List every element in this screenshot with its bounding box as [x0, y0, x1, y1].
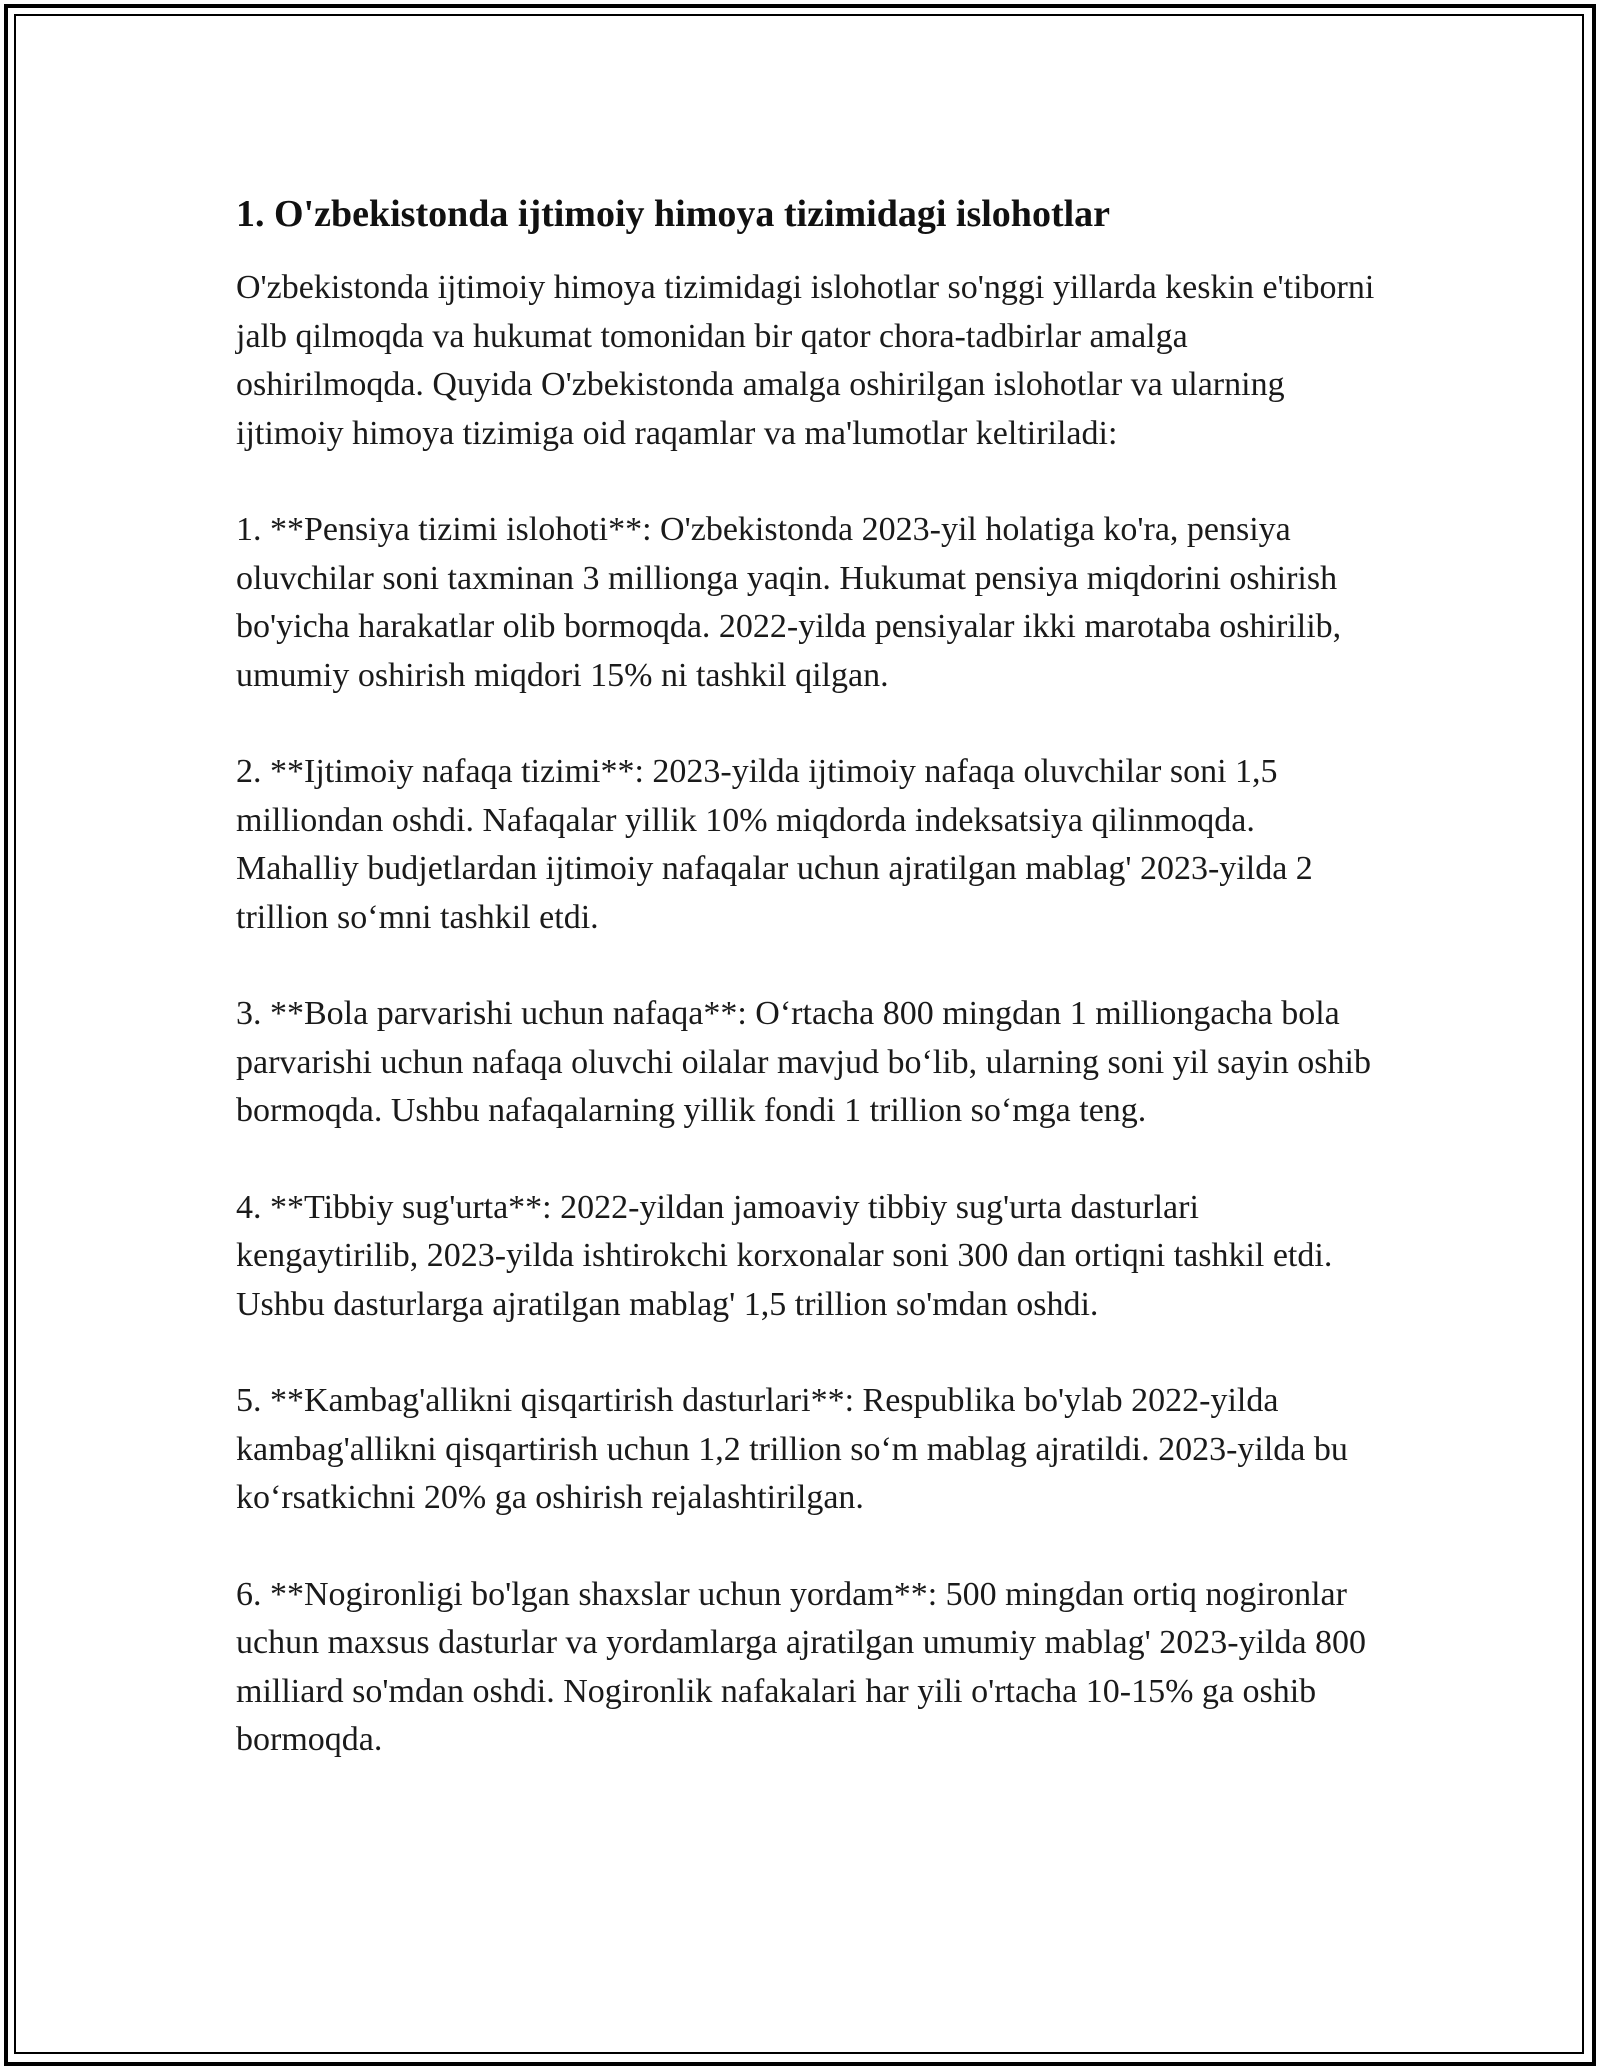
- list-item-disability-support: 6. **Nogironligi bo'lgan shaxslar uchun yordam**: 500 mingdan ortiq nogironlar uchun maxsus dasturlar va yordamlarga ajratilgan umumiy mablag' 2023-yilda 800 milliard so'mdan oshdi. Nogironlik nafakalari har yili o'rtacha 10-15% ga oshib bormoqda.: [236, 1575, 1367, 1758]
- list-item-poverty-reduction: 5. **Kambag'allikni qisqartirish dasturlari**: Respublika bo'ylab 2022-yilda kambag'allikni qisqartirish uchun 1,2 trillion so‘m mablag ajratildi. 2023-yilda bu ko‘rsatkichni 20% ga oshirish rejalashtirilgan.: [236, 1382, 1348, 1516]
- document-title: 1. O'zbekistonda ijtimoiy himoya tizimidagi islohotlar: [236, 193, 1111, 235]
- list-item-pension-reform: 1. **Pensiya tizimi islohoti**: O'zbekistonda 2023-yil holatiga ko'ra, pensiya oluvchilar soni taxminan 3 millionga yaqin. Hukumat pensiya miqdorini oshirish bo'yicha harakatlar olib bormoqda. 2022-yilda pensiyalar ikki marotaba oshirilib, umumiy oshirish miqdori 15% ni tashkil qilgan.: [236, 511, 1342, 694]
- document-body: [236, 188, 1376, 1813]
- list-item-medical-insurance: 4. **Tibbiy sug'urta**: 2022-yildan jamoaviy tibbiy sug'urta dasturlari kengaytirilib, 2023-yilda ishtirokchi korxonalar soni 300 dan ortiqni tashkil etdi. Ushbu dasturlarga ajratilgan mablag' 1,5 trillion so'mdan oshdi.: [236, 1188, 1333, 1323]
- list-item-childcare-allowance: 3. **Bola parvarishi uchun nafaqa**: O‘rtacha 800 mingdan 1 milliongacha bola parvarishi uchun nafaqa oluvchi oilalar mavjud bo‘lib, ularning soni yil sayin oshib bormoqda. Ushbu nafaqalarning yillik fondi 1 trillion so‘mga teng.: [236, 995, 1371, 1129]
- intro-paragraph: O'zbekistonda ijtimoiy himoya tizimidagi islohotlar so'nggi yillarda keskin e'tiborni jalb qilmoqda va hukumat tomonidan bir qator chora-tadbirlar amalga oshirilmoqda. Quyida O'zbekistonda amalga oshirilgan islohotlar va ularning ijtimoiy himoya tizimiga oid raqamlar va ma'lumotlar keltiriladi:: [236, 269, 1375, 452]
- list-item-social-allowance: 2. **Ijtimoiy nafaqa tizimi**: 2023-yilda ijtimoiy nafaqa oluvchilar soni 1,5 milliondan oshdi. Nafaqalar yillik 10% miqdorda indeksatsiya qilinmoqda. Mahalliy budjetlardan ijtimoiy nafaqalar uchun ajratilgan mablag' 2023-yilda 2 trillion so‘mni tashkil etdi.: [236, 753, 1313, 936]
